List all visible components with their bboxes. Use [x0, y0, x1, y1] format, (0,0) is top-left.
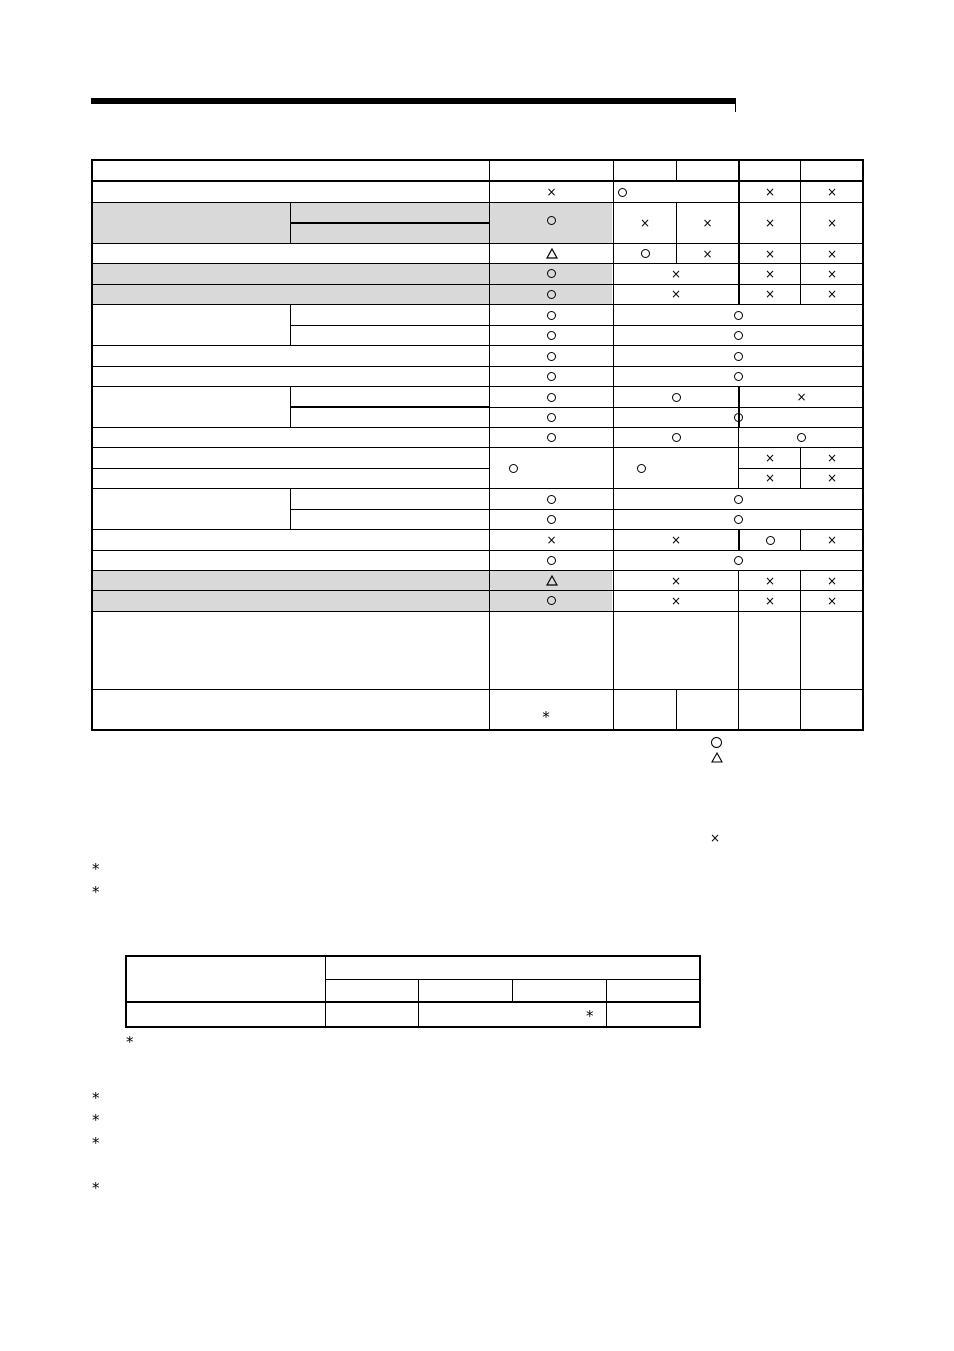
circle-icon — [734, 515, 743, 524]
cross-icon: × — [764, 246, 776, 261]
cross-icon: × — [826, 594, 838, 608]
cross-icon: × — [826, 266, 838, 281]
circle-icon — [734, 556, 743, 565]
circle-icon — [734, 372, 743, 381]
circle-icon — [547, 269, 556, 278]
cross-icon: × — [826, 287, 838, 301]
cross-icon: × — [670, 266, 682, 281]
circle-icon — [547, 393, 556, 402]
cross-icon: × — [764, 573, 776, 588]
circle-icon — [547, 596, 556, 605]
circle-icon — [734, 331, 743, 340]
circle-icon — [672, 393, 681, 402]
circle-icon — [509, 464, 518, 473]
triangle-icon — [546, 248, 558, 259]
circle-icon — [547, 311, 556, 320]
circle-icon — [734, 352, 743, 361]
circle-icon — [547, 331, 556, 340]
cross-icon: × — [670, 573, 682, 588]
circle-icon — [547, 290, 556, 299]
cross-icon: × — [826, 185, 838, 199]
cross-icon: × — [546, 185, 557, 199]
asterisk-icon: * — [542, 707, 550, 726]
note-asterisk-icon: * — [92, 860, 100, 878]
compatibility-table — [91, 159, 864, 731]
circle-icon — [797, 433, 806, 442]
cross-icon: × — [764, 451, 776, 465]
circle-icon — [547, 216, 556, 225]
cross-icon: × — [764, 216, 776, 230]
detail-table — [125, 955, 701, 1028]
cross-icon: × — [764, 266, 776, 281]
note-asterisk-icon: * — [92, 1089, 100, 1107]
note-asterisk-icon: * — [92, 1179, 100, 1197]
cross-icon: × — [670, 287, 682, 301]
cross-icon: × — [764, 287, 776, 301]
note-asterisk-icon: * — [92, 1134, 100, 1152]
circle-icon — [547, 413, 556, 422]
circle-icon — [547, 372, 556, 381]
circle-icon — [734, 413, 743, 422]
frame-left — [91, 159, 93, 731]
cross-icon: × — [670, 533, 682, 547]
frame-bottom — [91, 729, 864, 731]
cross-icon: × — [826, 471, 838, 485]
note-asterisk-icon: * — [92, 883, 100, 901]
cross-icon: × — [826, 451, 838, 465]
circle-icon — [547, 352, 556, 361]
circle-icon — [766, 536, 775, 545]
cross-icon: × — [702, 216, 713, 230]
note-asterisk-icon: * — [92, 1111, 100, 1129]
triangle-icon — [546, 575, 558, 586]
cross-icon: × — [826, 573, 838, 588]
circle-icon — [734, 495, 743, 504]
cross-icon: × — [826, 533, 838, 547]
circle-icon — [641, 249, 650, 258]
cross-icon: × — [826, 246, 838, 261]
circle-icon — [547, 556, 556, 565]
top-rule-tick — [735, 98, 736, 112]
circle-icon — [734, 311, 743, 320]
cross-icon: × — [764, 594, 776, 608]
cross-icon: × — [702, 246, 713, 261]
legend-cross-icon: × — [710, 831, 721, 845]
circle-icon — [637, 464, 646, 473]
legend-triangle-icon — [711, 752, 723, 763]
cross-icon: × — [826, 216, 838, 230]
cross-icon: × — [796, 390, 807, 404]
circle-icon — [547, 495, 556, 504]
cross-icon: × — [546, 533, 557, 547]
cross-icon: × — [639, 216, 651, 230]
cross-icon: × — [670, 594, 682, 608]
note-asterisk-icon: * — [126, 1033, 134, 1051]
cross-icon: × — [764, 185, 776, 199]
circle-icon — [547, 433, 556, 442]
asterisk-icon: * — [586, 1007, 594, 1025]
legend-circle-icon — [711, 737, 722, 748]
frame-top — [91, 159, 864, 161]
cross-icon: × — [764, 471, 776, 485]
circle-icon — [547, 515, 556, 524]
circle-icon — [618, 188, 627, 197]
circle-icon — [672, 433, 681, 442]
top-rule — [91, 98, 736, 104]
